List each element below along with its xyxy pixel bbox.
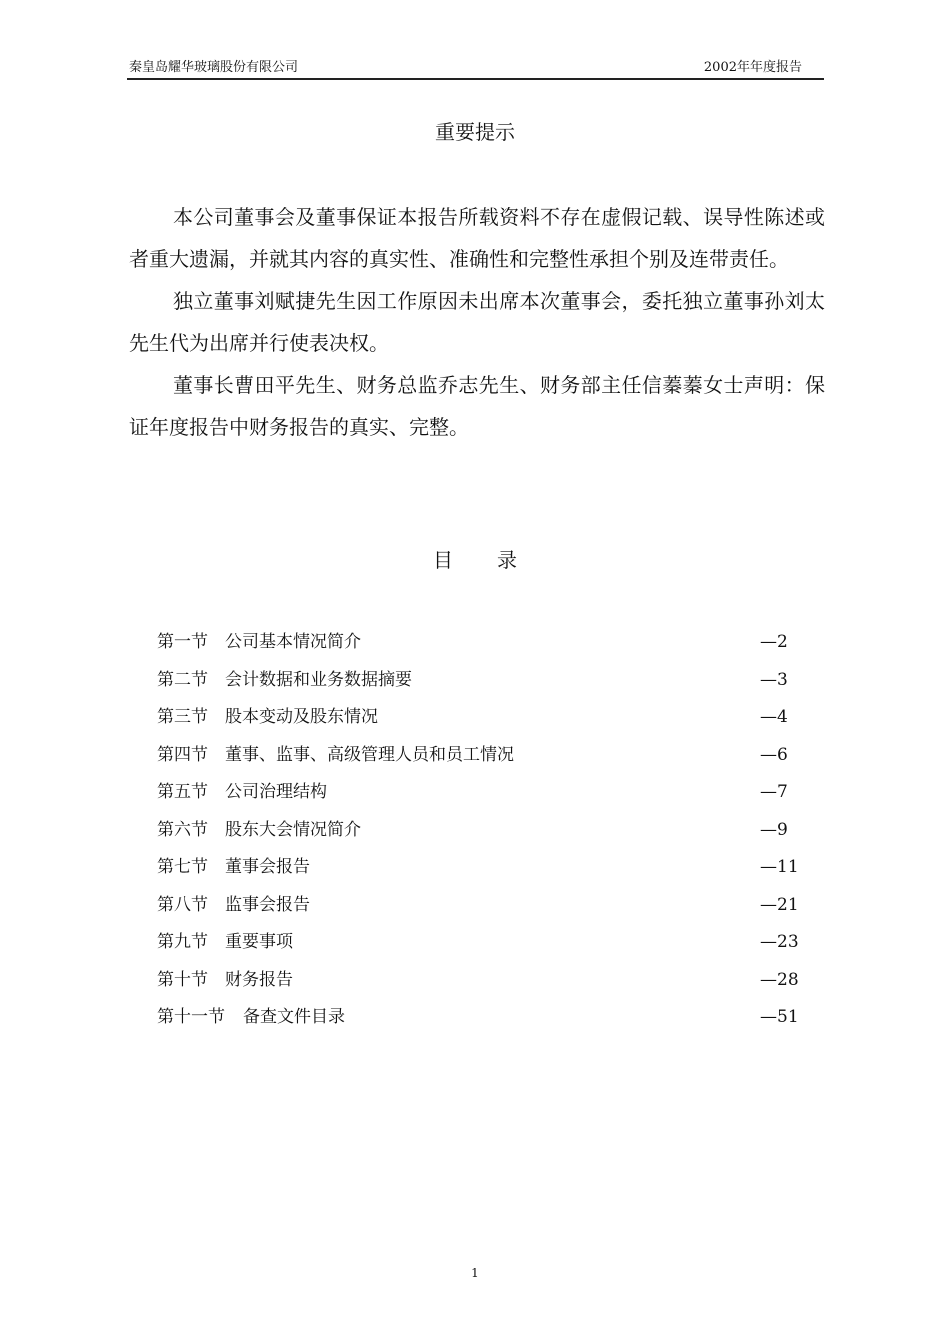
toc-section: 第九节 xyxy=(157,932,208,952)
toc-section: 第四节 xyxy=(157,744,208,765)
toc-section-name: 董事、监事、高级管理人员和员工情况 xyxy=(225,744,514,765)
toc-section: 第一节 xyxy=(157,632,208,652)
toc-entry xyxy=(157,968,807,1006)
toc-entry xyxy=(157,930,807,968)
toc-page: —11 xyxy=(760,857,799,877)
notice-title: 重要提示 xyxy=(435,120,515,144)
toc-page: —28 xyxy=(760,969,799,990)
toc-entry xyxy=(157,1005,807,1043)
toc-section-name: 监事会报告 xyxy=(225,894,310,915)
toc-section: 第八节 xyxy=(157,894,208,915)
toc-page: —4 xyxy=(760,707,788,727)
toc-page: —9 xyxy=(760,819,788,840)
notice-paragraph-2: 独立董事刘赋捷先生因工作原因未出席本次董事会，委托独立董事孙刘太先生代为出席并行使表决权。 xyxy=(129,289,825,355)
notice-paragraph-1: 本公司董事会及董事保证本报告所载资料不存在虚假记载、误导性陈述或者重大遗漏，并就其内容的真实性、准确性和完整性承担个别及连带责任。 xyxy=(129,205,825,271)
toc-entry xyxy=(157,893,807,931)
toc-page: —7 xyxy=(760,782,788,802)
toc-section: 第十一节 xyxy=(157,1007,225,1027)
toc-entry xyxy=(157,630,807,668)
toc-page: —21 xyxy=(760,894,799,915)
toc-section: 第五节 xyxy=(157,782,208,802)
toc-section-name: 董事会报告 xyxy=(225,857,310,877)
toc-section: 第三节 xyxy=(157,707,208,727)
toc-section-name: 重要事项 xyxy=(225,932,293,952)
toc-title xyxy=(0,544,950,573)
toc-section-name: 股本变动及股东情况 xyxy=(225,707,378,727)
header-report-title: 2002年年度报告 xyxy=(703,60,802,75)
toc-entry xyxy=(157,818,807,856)
toc-page: —23 xyxy=(760,932,799,952)
toc-section: 第六节 xyxy=(157,819,208,840)
header-company-name: 秦皇岛耀华玻璃股份有限公司 xyxy=(129,60,299,75)
page-number: 1 xyxy=(471,1266,479,1280)
toc-section: 第十节 xyxy=(157,969,208,990)
toc-section-name: 财务报告 xyxy=(225,969,293,990)
toc-section-name: 公司治理结构 xyxy=(225,782,327,802)
toc-section-name: 股东大会情况简介 xyxy=(225,819,361,840)
toc-title-left: 目 xyxy=(433,548,453,572)
toc-page: —2 xyxy=(760,632,788,652)
toc-section: 第二节 xyxy=(157,669,208,690)
page-header xyxy=(127,54,824,80)
toc-section-name: 备查文件目录 xyxy=(243,1007,345,1027)
toc-section-name: 会计数据和业务数据摘要 xyxy=(225,669,412,690)
table-of-contents xyxy=(157,630,807,1043)
notice-body xyxy=(129,196,825,448)
toc-page: —6 xyxy=(760,744,788,765)
toc-entry xyxy=(157,780,807,818)
toc-title-right: 录 xyxy=(497,548,517,572)
toc-entry xyxy=(157,668,807,706)
toc-page: —3 xyxy=(760,669,788,690)
toc-entry xyxy=(157,855,807,893)
toc-entry xyxy=(157,743,807,781)
toc-entry xyxy=(157,705,807,743)
toc-section-name: 公司基本情况简介 xyxy=(225,632,361,652)
notice-paragraph-3: 董事长曹田平先生、财务总监乔志先生、财务部主任信蓁蓁女士声明：保证年度报告中财务报告的真实、完整。 xyxy=(129,373,825,439)
toc-page: —51 xyxy=(760,1007,799,1027)
toc-section: 第七节 xyxy=(157,857,208,877)
